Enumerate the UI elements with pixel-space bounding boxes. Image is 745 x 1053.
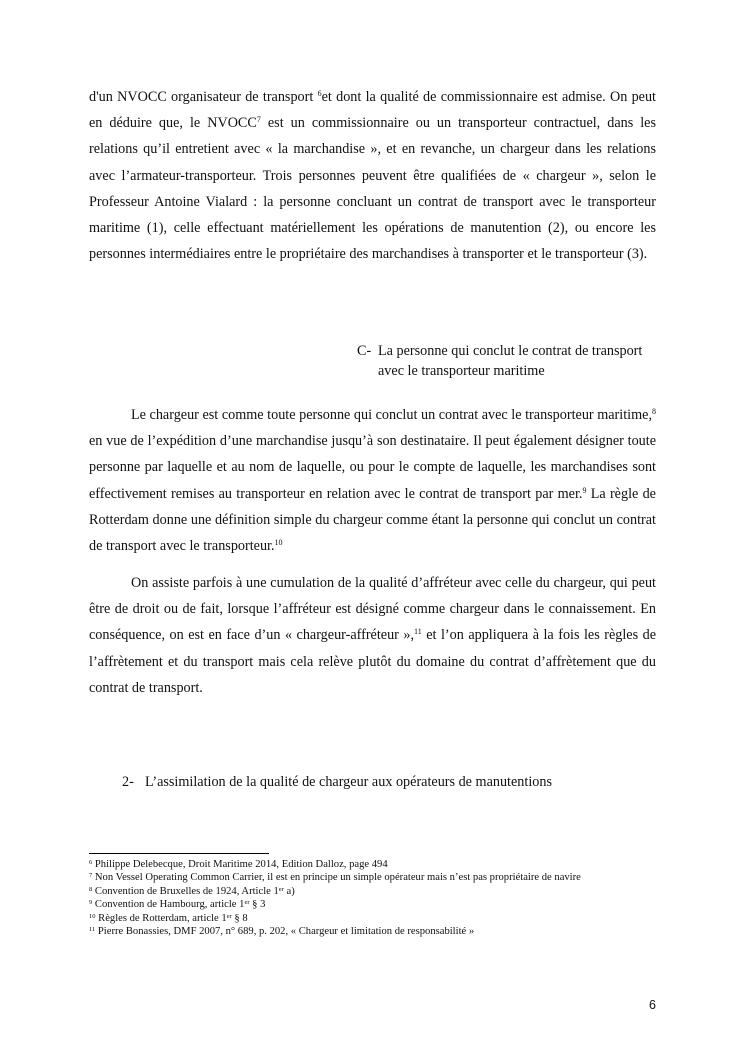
footnote-text: Pierre Bonassies, DMF 2007, n° 689, p. 202, « Chargeur et limitation de responsabilité » — [95, 926, 475, 938]
footnote-ref-7[interactable]: 7 — [256, 115, 261, 125]
paragraph-text: On assiste parfois à une cumulation de la qualité d’affréteur avec celle du chargeur, qui peut être de droit ou de fait, lorsque l’affréteur est désigné comme chargeur dans le connaissement. En conséquence, on est en face d’un « chargeur-affréteur », — [89, 575, 656, 644]
paragraph-chargeur-affreteur — [89, 570, 656, 701]
footnote-7 — [89, 871, 656, 884]
footnote-text: Philippe Delebecque, Droit Maritime 2014, Edition Dalloz, page 494 — [92, 859, 388, 870]
footnote-number: 9 — [89, 899, 93, 907]
footnote-8 — [89, 885, 656, 898]
footnote-number: 8 — [89, 885, 93, 893]
footnote-6 — [89, 858, 656, 871]
footnote-number: 7 — [89, 872, 93, 880]
ordinal-suffix: er — [278, 885, 284, 893]
section-title: La personne qui conclut le contrat de transport avec le transporteur maritime — [378, 343, 643, 379]
footnote-separator — [89, 853, 269, 854]
footnote-text: § 3 — [249, 899, 266, 911]
footnotes — [89, 858, 656, 938]
paragraph-text: en vue de l’expédition d’une marchandise jusqu’à son destinataire. Il peut également désigner toute personne par laquelle et au nom de laquelle, ou pour le compte de laquelle, les marchandises sont effectivement remises au transporteur en relation avec le contrat de transport par mer. — [89, 433, 656, 502]
section-title: L’assimilation de la qualité de chargeur aux opérateurs de manutentions — [145, 774, 552, 790]
footnote-10 — [89, 912, 656, 925]
section-heading-2 — [122, 772, 552, 792]
ordinal-suffix: er — [244, 899, 250, 907]
footnote-ref-10[interactable]: 10 — [274, 538, 283, 548]
footnote-text: Non Vessel Operating Common Carrier, il est en principe un simple opérateur mais n’est pas propriétaire de navire — [92, 872, 581, 884]
paragraph-nvocc — [89, 84, 656, 267]
paragraph-text: et dont la qualité de commissionnaire est admise. On peut en déduire que, le NVOCC — [89, 89, 657, 132]
footnote-ref-9[interactable]: 9 — [582, 485, 587, 495]
paragraph-text: Le chargeur est comme toute personne qui conclut un contrat avec le transporteur maritime, — [131, 407, 652, 423]
footnote-ref-6[interactable]: 6 — [317, 89, 322, 98]
paragraph-text: est un commissionnaire ou un transporteur contractuel, dans les relations qu’il entretient avec « la marchandise », et en revanche, un chargeur dans les relations avec l’armateur-transporteur. Trois personnes peuvent être qualifiées de « chargeur », selon le Professeur Antoine Vialard : la personne concluant un contrat de transport avec le transporteur maritime (1), celle effectuant matériellement les opérations de manutention (2), ou encore les personnes intermédiaires entre le propriétaire des marchandises à transporter et le transporteur (3). — [89, 115, 656, 263]
footnote-ref-8[interactable]: 8 — [652, 407, 656, 416]
paragraph-text: d'un NVOCC organisateur de transport — [89, 89, 318, 105]
footnote-text: Convention de Bruxelles de 1924, Article 1 — [92, 885, 279, 897]
footnote-text: Règles de Rotterdam, article 1 — [95, 912, 227, 924]
ordinal-suffix: er — [226, 912, 232, 920]
footnote-text: Convention de Hambourg, article 1 — [92, 899, 245, 911]
paragraph-chargeur-definition — [89, 402, 656, 559]
footnote-ref-11[interactable]: 11 — [414, 627, 422, 637]
paragraph-text: La règle de Rotterdam donne une définition simple du chargeur comme étant la personne qui conclut un contrat de transport avec le transporteur. — [89, 485, 656, 555]
footnote-number: 10 — [89, 912, 96, 920]
footnote-text: a) — [283, 885, 295, 897]
footnote-number: 6 — [89, 859, 93, 866]
footnote-text: § 8 — [231, 912, 248, 924]
paragraph-text: et l’on appliquera à la fois les règles de l’affrètement et du transport mais cela relève plutôt du domaine du contrat d’affrètement que du contrat de transport. — [89, 627, 657, 696]
footnote-11 — [89, 925, 656, 938]
footnote-9 — [89, 898, 656, 911]
section-letter: C- — [357, 343, 372, 359]
footnote-number: 11 — [89, 926, 96, 934]
page-number: 6 — [649, 998, 656, 1012]
section-number: 2- — [122, 774, 134, 790]
section-heading-c — [357, 341, 657, 381]
